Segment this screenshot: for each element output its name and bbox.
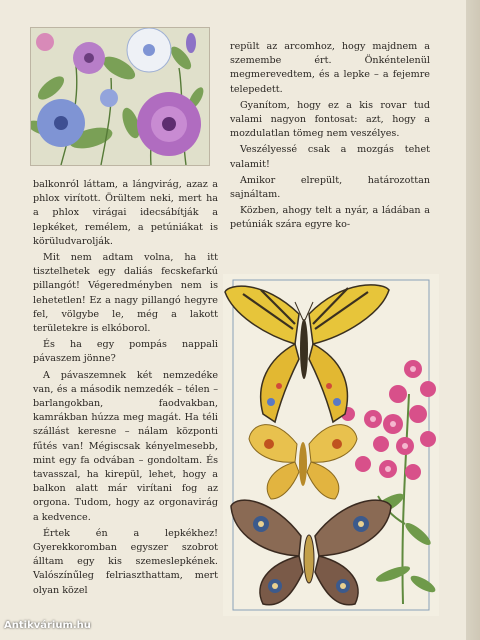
text-column-left: [33, 178, 218, 598]
paragraph: balkonról láttam, a lángvirág, azaz a phlox virított. Örültem neki, mert ha a phlox virágai idecsábítják a lepkéket, remélem, a petúniákat is körüludvarolják.: [33, 179, 218, 247]
book-spine: [466, 0, 480, 640]
blue-petunia: [37, 99, 85, 147]
white-petunia: [127, 28, 171, 72]
paragraph: És ha egy pompás nappali pávaszem jönne?: [33, 339, 218, 365]
paragraph: Amikor elrepült, határozottan sajnáltam.: [230, 174, 430, 201]
paragraph: Mit nem adtam volna, ha itt tisztelhetek egy daliás fecskefarkú pillangót! Végeredményben nem is lehetetlen! Ez a nagy pillangó hegyre fel, völgybe le, még a lakott területekre is elkóborol.: [33, 252, 218, 335]
butterfly-illustration: [223, 274, 439, 616]
paragraph: Közben, ahogy telt a nyár, a ládában a petúniák szára egyre ko-: [230, 205, 430, 231]
watermark: Antikvárium.hu: [4, 620, 91, 631]
paragraph: A pávaszemnek két nemzedéke van, és a második nemzedék – télen – barlangokban, faodvakban, kamrákban húzza meg magát. Ha téli szállást keresne – nálam központi fűtés van! Mégiscsak kényelmesebb, mint egy fa odvában – gondoltam. És tavasszal, ha kirepül, lehet, hogy a balkon alatt már virítani fog az orgona. Tudom, hogy az orgonavirág a kedvence.: [33, 369, 218, 523]
purple-petunia-large: [137, 92, 201, 156]
paragraph: Értek én a lepkékhez! Gyerekkoromban egyszer szobrot álltam egy kis szemeslepkének. Valószínűleg felriaszthattam, mert olyan közel: [33, 527, 218, 596]
paragraph: Gyanítom, hogy ez a kis rovar tud valami nagyon fontosat: azt, hogy a mozdulatlan tömeg nem veszélyes.: [230, 99, 430, 140]
purple-petunia-small: [73, 42, 105, 74]
paragraph: repült az arcomhoz, hogy majdnem a szemembe ért. Önkéntelenül megmerevedtem, és a lepke – a fejemre telepedett.: [230, 41, 430, 95]
text-column-right: [230, 40, 430, 233]
paragraph: Veszélyessé csak a mozgás tehet valamit!: [230, 144, 430, 170]
petunia-illustration: [30, 27, 210, 166]
